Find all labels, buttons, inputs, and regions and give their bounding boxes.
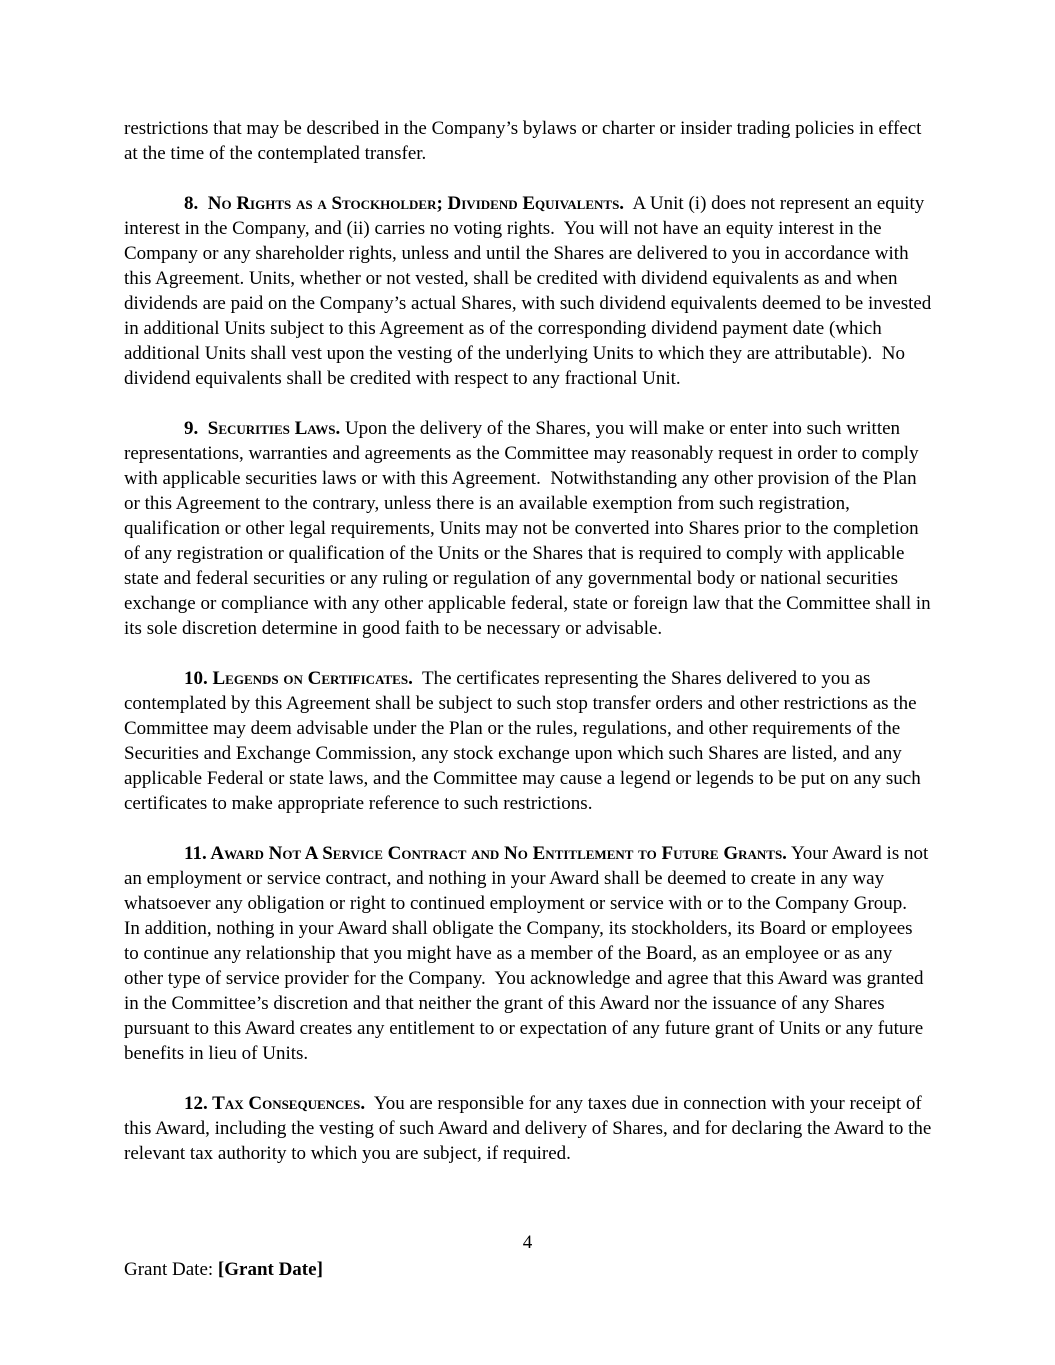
grant-date-value: [Grant Date] xyxy=(217,1259,323,1280)
page-number: 4 xyxy=(522,1232,533,1253)
grant-date-label: Grant Date: xyxy=(124,1259,218,1280)
section-10-legends-on-certificates xyxy=(124,666,932,816)
section-9-heading: 9. Securities Laws. xyxy=(184,418,341,439)
section-10-text: The certificates representing the Shares delivered to you as contemplated by this Agreement shall be subject to such stop transfer orders and other restrictions as the Committee may deem advisable under the Plan or the rules, regulations, and other requirements of the Securities and Exchange Commission, any stock exchange upon which such Shares are listed, and any applicable Federal or state laws, and the Committee may cause a legend or legends to be put on any such certificates to make appropriate reference to such restrictions. xyxy=(124,668,926,814)
section-11-heading: 11. Award Not A Service Contract and No Entitlement to Future Grants. xyxy=(184,843,787,864)
grant-date-footer xyxy=(124,1257,323,1282)
section-12-text: You are responsible for any taxes due in connection with your receipt of this Award, including the vesting of such Award and delivery of Shares, and for declaring the Award to the relevant tax authority to which you are subject, if required. xyxy=(124,1093,937,1164)
section-9-securities-laws xyxy=(124,416,936,641)
section-8-text: A Unit (i) does not represent an equity interest in the Company, and (ii) carries no voting rights. You will not have an equity interest in the Company or any shareholder rights, unless and until the Shares are delivered to you in accordance with this Agreement. Units, whether or not vested, shall be credited with dividend equivalents as and when dividends are paid on the Company’s actual Shares, with such dividend equivalents deemed to be invested in additional Units subject to this Agreement as of the corresponding dividend payment date (which additional Units shall vest upon the vesting of the underlying Units to which they are attributable). No dividend equivalents shall be credited with respect to any fractional Unit. xyxy=(124,193,937,389)
section-9-text: Upon the delivery of the Shares, you will make or enter into such written representations, warranties and agreements as the Committee may reasonably request in order to comply with applicable securities laws or with this Agreement. Notwithstanding any other provision of the Plan or this Agreement to the contrary, unless there is an available exemption from such registration, qualification or other legal requirements, Units may not be converted into Shares prior to the completion of any registration or qualification of the Units or the Shares that is required to comply with applicable state and federal securities or any ruling or regulation of any governmental body or national securities exchange or compliance with any other applicable federal, state or foreign law that the Committee shall in its sole discretion determine in good faith to be necessary or advisable. xyxy=(124,418,936,639)
document-body xyxy=(124,116,937,1191)
paragraph-continuation: restrictions that may be described in the Company’s bylaws or charter or insider trading policies in effect at the time of the contemplated transfer. xyxy=(124,118,927,164)
section-11-award-not-service-contract xyxy=(124,841,932,1066)
section-12-heading: 12. Tax Consequences. xyxy=(184,1093,366,1114)
section-10-heading: 10. Legends on Certificates. xyxy=(184,668,413,689)
section-11-text: Your Award is not an employment or service contract, and nothing in your Award shall be deemed to create in any way whatsoever any obligation or right to continued employment or service with or to the Company Group. In addition, nothing in your Award shall obligate the Company, its stockholders, its Board or employees to continue any relationship that you might have as a member of the Board, as an employee or as any other type of service provider for the Company. You acknowledge and agree that this Award was granted in the Committee’s discretion and that neither the grant of this Award nor the issuance of any Shares pursuant to this Award creates any entitlement to or expectation of any future grant of Units or any future benefits in lieu of Units. xyxy=(124,843,933,1064)
section-12-tax-consequences xyxy=(124,1091,937,1166)
section-8-no-rights-as-stockholder xyxy=(124,191,937,391)
section-8-heading: 8. No Rights as a Stockholder; Dividend Equivalents. xyxy=(184,193,625,214)
